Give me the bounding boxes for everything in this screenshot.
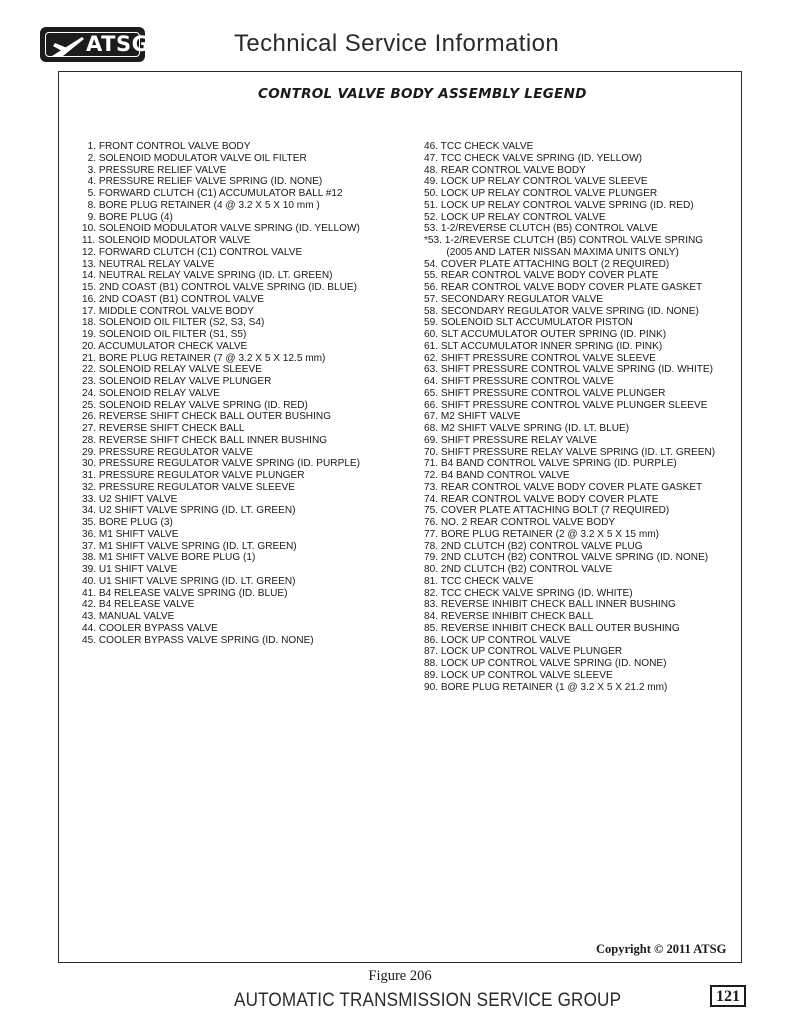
copyright-notice: Copyright © 2011 ATSG: [596, 942, 727, 956]
legend-item: 32. PRESSURE REGULATOR VALVE SLEEVE: [82, 481, 295, 493]
legend-item: 67. M2 SHIFT VALVE: [424, 411, 521, 423]
legend-item: 58. SECONDARY REGULATOR VALVE SPRING (ID. NONE): [424, 305, 699, 317]
legend-item: 44. COOLER BYPASS VALVE: [82, 622, 218, 634]
legend-item: 71. B4 BAND CONTROL VALVE SPRING (ID. PURPLE): [424, 458, 677, 470]
legend-item: 55. REAR CONTROL VALVE BODY COVER PLATE: [424, 270, 659, 282]
legend-item: 78. 2ND CLUTCH (B2) CONTROL VALVE PLUG: [424, 540, 643, 552]
legend-item: 31. PRESSURE REGULATOR VALVE PLUNGER: [82, 470, 305, 481]
legend-left-column: [82, 141, 360, 646]
airplane-icon: [51, 35, 85, 57]
figure-caption: Figure 206: [368, 968, 432, 984]
page-header-title: Technical Service Information: [234, 30, 560, 57]
legend-item: 51. LOCK UP RELAY CONTROL VALVE SPRING (ID. RED): [424, 199, 694, 211]
legend-item: 64. SHIFT PRESSURE CONTROL VALVE: [424, 376, 614, 387]
legend-item: 17. MIDDLE CONTROL VALVE BODY: [82, 305, 255, 317]
legend-item: 79. 2ND CLUTCH (B2) CONTROL VALVE SPRING (ID. NONE): [424, 552, 709, 564]
legend-item: 62. SHIFT PRESSURE CONTROL VALVE SLEEVE: [424, 352, 656, 364]
legend-item: 49. LOCK UP RELAY CONTROL VALVE SLEEVE: [424, 176, 648, 188]
legend-title: CONTROL VALVE BODY ASSEMBLY LEGEND: [258, 86, 587, 102]
legend-item: 38. M1 SHIFT VALVE BORE PLUG (1): [82, 552, 256, 564]
legend-item: 12. FORWARD CLUTCH (C1) CONTROL VALVE: [82, 246, 303, 258]
legend-item: 11. SOLENOID MODULATOR VALVE: [82, 235, 251, 246]
legend-item: 54. COVER PLATE ATTACHING BOLT (2 REQUIRED): [424, 258, 670, 270]
legend-item: 26. REVERSE SHIFT CHECK BALL OUTER BUSHING: [82, 411, 332, 423]
legend-item: 36. M1 SHIFT VALVE: [82, 528, 179, 540]
legend-item: 45. COOLER BYPASS VALVE SPRING (ID. NONE): [82, 634, 314, 646]
legend-item: 24. SOLENOID RELAY VALVE: [82, 387, 220, 399]
legend-item: 33. U2 SHIFT VALVE: [82, 493, 178, 505]
legend-item: 89. LOCK UP CONTROL VALVE SLEEVE: [424, 669, 613, 681]
legend-item: 61. SLT ACCUMULATOR INNER SPRING (ID. PINK): [424, 340, 663, 352]
legend-item: 23. SOLENOID RELAY VALVE PLUNGER: [82, 376, 272, 387]
legend-item: 88. LOCK UP CONTROL VALVE SPRING (ID. NONE): [424, 658, 667, 669]
legend-right-column: [424, 141, 715, 693]
legend-item: 85. REVERSE INHIBIT CHECK BALL OUTER BUSHING: [424, 622, 680, 634]
legend-item: 22. SOLENOID RELAY VALVE SLEEVE: [82, 364, 262, 376]
legend-item: 70. SHIFT PRESSURE RELAY VALVE SPRING (ID. LT. GREEN): [424, 446, 716, 458]
legend-item: 90. BORE PLUG RETAINER (1 @ 3.2 X 5 X 21.2 mm): [424, 681, 668, 693]
legend-item: (2005 AND LATER NISSAN MAXIMA UNITS ONLY): [424, 246, 679, 258]
legend-item: *53. 1-2/REVERSE CLUTCH (B5) CONTROL VALVE SPRING: [424, 235, 704, 246]
atsg-logo: [40, 27, 150, 62]
legend-item: 80. 2ND CLUTCH (B2) CONTROL VALVE: [424, 564, 613, 575]
legend-item: 47. TCC CHECK VALVE SPRING (ID. YELLOW): [424, 152, 643, 164]
footer-title: AUTOMATIC TRANSMISSION SERVICE GROUP: [234, 990, 622, 1011]
legend-item: 68. M2 SHIFT VALVE SPRING (ID. LT. BLUE): [424, 423, 630, 434]
legend-item: 81. TCC CHECK VALVE: [424, 575, 534, 587]
legend-item: 41. B4 RELEASE VALVE SPRING (ID. BLUE): [82, 587, 288, 599]
legend-item: 72. B4 BAND CONTROL VALVE: [424, 470, 570, 481]
legend-item: 2. SOLENOID MODULATOR VALVE OIL FILTER: [82, 152, 307, 164]
legend-item: 28. REVERSE SHIFT CHECK BALL INNER BUSHING: [82, 434, 328, 446]
legend-item: 19. SOLENOID OIL FILTER (S1, S5): [82, 329, 247, 340]
legend-item: 82. TCC CHECK VALVE SPRING (ID. WHITE): [424, 587, 633, 599]
legend-item: 15. 2ND COAST (B1) CONTROL VALVE SPRING (ID. BLUE): [82, 282, 358, 293]
legend-item: 77. BORE PLUG RETAINER (2 @ 3.2 X 5 X 15 mm): [424, 528, 659, 540]
legend-item: 34. U2 SHIFT VALVE SPRING (ID. LT. GREEN): [82, 505, 296, 517]
legend-item: 8. BORE PLUG RETAINER (4 @ 3.2 X 5 X 10 mm ): [82, 199, 320, 211]
legend-item: 46. TCC CHECK VALVE: [424, 141, 534, 152]
legend-item: 10. SOLENOID MODULATOR VALVE SPRING (ID. YELLOW): [82, 223, 360, 235]
legend-item: 18. SOLENOID OIL FILTER (S2, S3, S4): [82, 317, 265, 329]
legend-item: 40. U1 SHIFT VALVE SPRING (ID. LT. GREEN): [82, 575, 296, 587]
legend-item: 27. REVERSE SHIFT CHECK BALL: [82, 423, 245, 434]
legend-item: 30. PRESSURE REGULATOR VALVE SPRING (ID. PURPLE): [82, 458, 361, 470]
legend-item: 50. LOCK UP RELAY CONTROL VALVE PLUNGER: [424, 188, 658, 199]
legend-item: 1. FRONT CONTROL VALVE BODY: [82, 141, 251, 152]
legend-item: 3. PRESSURE RELIEF VALVE: [82, 164, 227, 176]
legend-item: 59. SOLENOID SLT ACCUMULATOR PISTON: [424, 317, 633, 329]
legend-item: 5. FORWARD CLUTCH (C1) ACCUMULATOR BALL #12: [82, 188, 343, 199]
legend-item: 86. LOCK UP CONTROL VALVE: [424, 634, 571, 646]
legend-item: 21. BORE PLUG RETAINER (7 @ 3.2 X 5 X 12.5 mm): [82, 352, 326, 364]
legend-item: 43. MANUAL VALVE: [82, 611, 175, 622]
legend-item: 66. SHIFT PRESSURE CONTROL VALVE PLUNGER SLEEVE: [424, 399, 708, 411]
legend-item: 65. SHIFT PRESSURE CONTROL VALVE PLUNGER: [424, 387, 666, 399]
legend-item: 57. SECONDARY REGULATOR VALVE: [424, 293, 603, 305]
legend-item: 39. U1 SHIFT VALVE: [82, 564, 178, 575]
legend-item: 4. PRESSURE RELIEF VALVE SPRING (ID. NONE): [82, 176, 323, 188]
legend-item: 37. M1 SHIFT VALVE SPRING (ID. LT. GREEN): [82, 540, 297, 552]
legend-item: 69. SHIFT PRESSURE RELAY VALVE: [424, 434, 597, 446]
legend-item: 83. REVERSE INHIBIT CHECK BALL INNER BUSHING: [424, 599, 676, 611]
legend-item: 13. NEUTRAL RELAY VALVE: [82, 258, 215, 270]
legend-item: 60. SLT ACCUMULATOR OUTER SPRING (ID. PINK): [424, 329, 667, 340]
legend-item: 56. REAR CONTROL VALVE BODY COVER PLATE GASKET: [424, 282, 703, 293]
legend-item: 63. SHIFT PRESSURE CONTROL VALVE SPRING (ID. WHITE): [424, 364, 714, 376]
page-number: 121: [710, 985, 746, 1007]
legend-item: 35. BORE PLUG (3): [82, 517, 173, 528]
legend-item: 52. LOCK UP RELAY CONTROL VALVE: [424, 211, 606, 223]
legend-item: 16. 2ND COAST (B1) CONTROL VALVE: [82, 293, 264, 305]
legend-item: 74. REAR CONTROL VALVE BODY COVER PLATE: [424, 493, 659, 505]
legend-item: 14. NEUTRAL RELAY VALVE SPRING (ID. LT. GREEN): [82, 270, 333, 282]
legend-item: 75. COVER PLATE ATTACHING BOLT (7 REQUIRED): [424, 505, 670, 517]
legend-item: 20. ACCUMULATOR CHECK VALVE: [82, 340, 248, 352]
legend-item: 9. BORE PLUG (4): [82, 211, 173, 223]
legend-item: 84. REVERSE INHIBIT CHECK BALL: [424, 611, 594, 622]
legend-item: 53. 1-2/REVERSE CLUTCH (B5) CONTROL VALVE: [424, 223, 658, 235]
legend-item: 76. NO. 2 REAR CONTROL VALVE BODY: [424, 517, 616, 528]
legend-item: 87. LOCK UP CONTROL VALVE PLUNGER: [424, 646, 623, 658]
legend-item: 48. REAR CONTROL VALVE BODY: [424, 164, 586, 176]
logo-text: ATSG: [86, 32, 150, 56]
legend-item: 42. B4 RELEASE VALVE: [82, 599, 195, 611]
legend-item: 29. PRESSURE REGULATOR VALVE: [82, 446, 253, 458]
legend-item: 25. SOLENOID RELAY VALVE SPRING (ID. RED): [82, 399, 308, 411]
legend-item: 73. REAR CONTROL VALVE BODY COVER PLATE GASKET: [424, 481, 703, 493]
